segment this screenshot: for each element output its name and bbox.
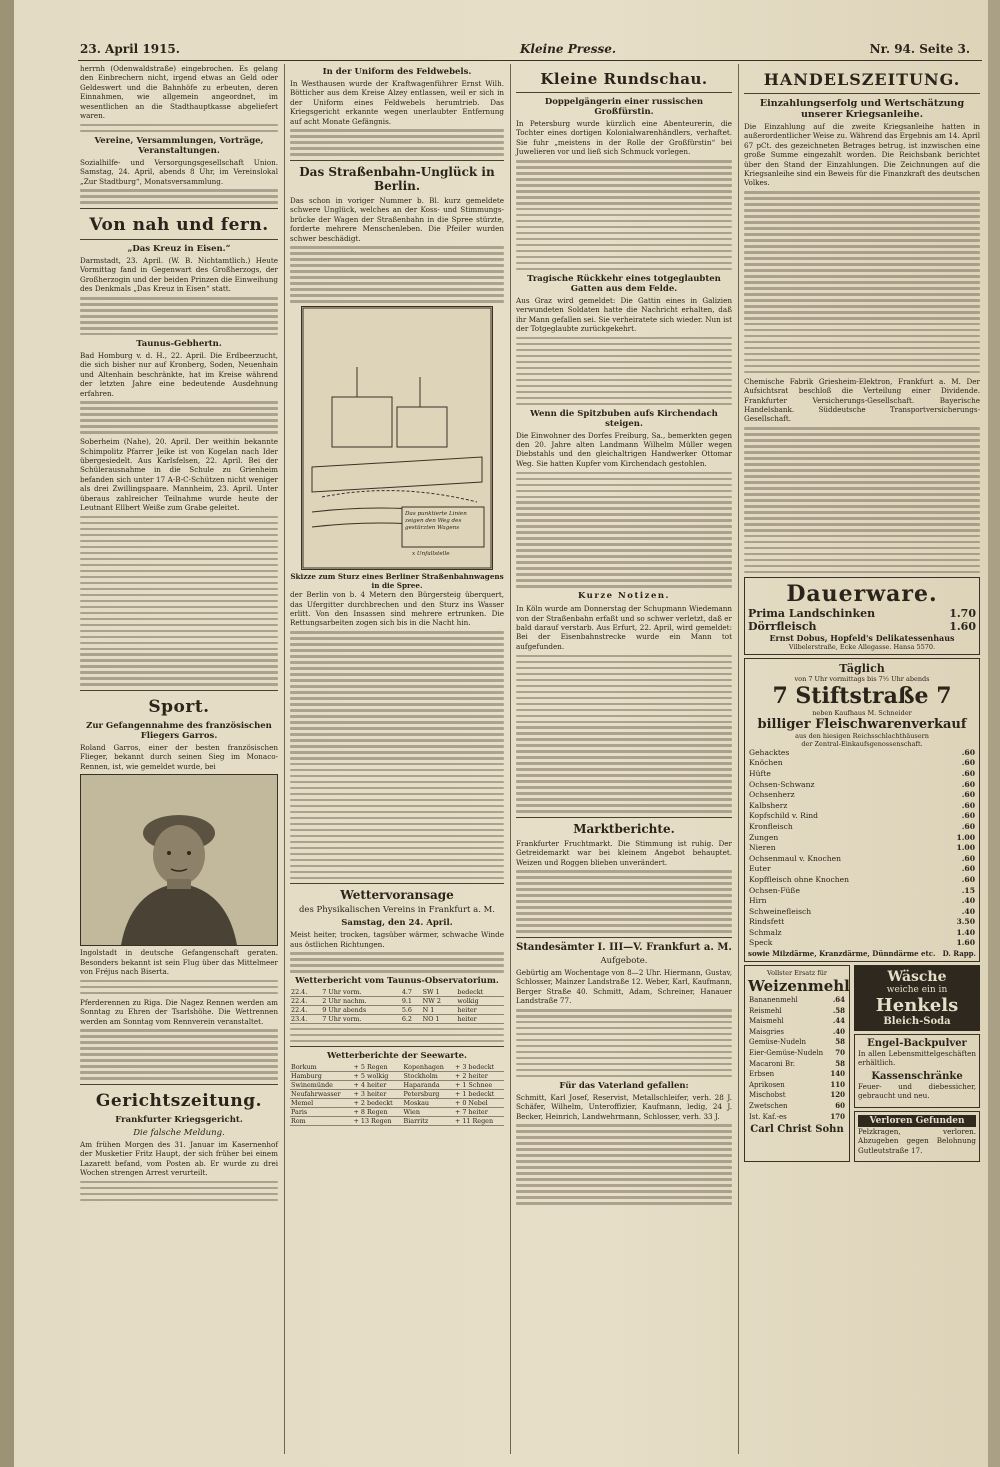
meat-price-row-cell: .60 <box>961 864 975 874</box>
taunus-text: Bad Homburg v. d. H., 22. April. Die Erdbeerzucht, die sich bisher nur auf Kronberg, Soden, Neuenhain und Altenhain beschränkte, hat im Kreise während der letzten Jahre eine bedeutende Ausdehnung erfahren. <box>80 350 278 398</box>
meat-price-row-cell: 1.60 <box>956 938 975 948</box>
text-lines <box>80 189 278 204</box>
seewarte-row-cell: + 7 heiter <box>454 1108 504 1117</box>
meat-price-row-cell: Euter <box>749 864 771 874</box>
flour-price-row-cell: Mischobst <box>749 1091 786 1100</box>
ad-verloren-text: Pelzkragen, verloren. Abzugeben gegen Belohnung Gutleutstraße 17. <box>858 1126 976 1155</box>
meat-price-row-cell: Ochsen-Schwanz <box>749 779 815 789</box>
taunus-weather-row-cell: NW 2 <box>422 997 457 1006</box>
taunus-heading: Taunus-Gebhertn. <box>136 338 222 349</box>
text-lines <box>290 631 504 879</box>
article-intro: herrnh (Odenwaldstraße) eingebrochen. Es gelang den Einbrechern nicht, irgend etwas an Geld oder Geldeswert und die Bahnhöfe zu erbeuten, deren Einnahmen, wie allgemein angeordnet, im wesentlichen an die Stadthauptkasse abgeliefert waren. <box>80 64 278 121</box>
meat-price-row <box>748 790 976 801</box>
meat-price-row <box>748 843 976 854</box>
bottom-ads-row <box>744 965 980 1162</box>
standesaemter-sub: Aufgebote. <box>600 955 648 966</box>
right-ads-stack <box>854 965 980 1162</box>
flour-price-row-cell: 140 <box>830 1069 845 1079</box>
divider <box>516 92 732 93</box>
flour-price-row <box>748 1112 846 1123</box>
taunus-weather-heading: Wetterbericht vom Taunus-Observatorium. <box>295 976 499 987</box>
weather-forecast-heading: Wettervoransage <box>340 888 454 903</box>
ad-henkels-top: Wäsche <box>887 969 947 986</box>
flour-price-row-cell: 110 <box>830 1079 845 1089</box>
meat-price-row-cell: .60 <box>961 811 975 821</box>
advertisement-weizenmehl <box>744 965 850 1162</box>
portrait-illustration <box>81 775 277 945</box>
seewarte-row-cell: + 3 bedeckt <box>454 1063 504 1072</box>
taunus-weather-row <box>290 997 504 1006</box>
text-lines <box>80 1029 278 1079</box>
text-lines <box>516 1009 732 1077</box>
seewarte-row-cell: Biarritz <box>403 1117 454 1126</box>
seewarte-row-cell: Wien <box>403 1108 454 1117</box>
ad-verloren-title: Verloren Gefunden <box>858 1115 976 1127</box>
meat-price-row-cell: Zungen <box>749 832 779 842</box>
gefallen-heading: Für das Vaterland gefallen: <box>559 1080 689 1091</box>
meat-price-row-cell: Speck <box>749 938 773 948</box>
pferderennen-text: Pferderennen zu Riga. Die Nagez Rennen werden am Sonntag zu Ehren der Tsarlshöhe. Die Wettrennen werden am Sonntag vom Rennverein veranstaltet. <box>80 997 278 1026</box>
ad-kassen-text: Feuer- und diebessicher, gebraucht und neu. <box>858 1081 976 1101</box>
ad-mehl-price-table <box>748 995 846 1122</box>
seewarte-row-cell: Borkum <box>290 1063 353 1072</box>
section-heading-von-nah-und-fern: Von nah und fern. <box>89 214 269 235</box>
seewarte-row-cell: Kopenhagen <box>403 1063 454 1072</box>
meat-price-row-cell: .15 <box>961 885 975 895</box>
seewarte-row-cell: Rom <box>290 1117 353 1126</box>
seewarte-row-cell: Paris <box>290 1108 353 1117</box>
column-separator <box>510 64 511 1454</box>
rundschau-heading-1: Doppelgängerin einer russischen Großfürstin. <box>544 97 704 117</box>
gefallen-text: Schmitt, Karl Josef, Reservist, Metallschleifer, verh. 28 J. Schäfer, Wilhelm, Unteroffizier, Kaufmann, ledig, 24 J. Becker, Heinrich, Landwehrmann, Schlosser, verh. 33 J. <box>516 1092 732 1121</box>
meat-price-row-cell: .60 <box>961 790 975 800</box>
seewarte-row-cell: + 2 heiter <box>454 1072 504 1081</box>
seewarte-row-cell: + 11 Regen <box>454 1117 504 1126</box>
text-lines <box>516 337 732 405</box>
masthead-issue-number: Nr. 94. Seite 3. <box>869 42 970 56</box>
uniform-heading: In der Uniform des Feldwebels. <box>322 67 472 77</box>
meat-price-row-cell: .60 <box>961 853 975 863</box>
garros-portrait-photo <box>80 774 278 946</box>
flour-price-row-cell: .58 <box>832 1005 845 1015</box>
flour-price-row-cell: Aprikosen <box>749 1080 785 1089</box>
vereine-heading: Vereine, Versammlungen, Vorträge, Veranstaltungen. <box>94 135 264 156</box>
column-separator <box>284 64 285 1454</box>
column-1 <box>80 64 278 1205</box>
divider <box>80 1084 278 1085</box>
tram-accident-more-text: der Berlin von b. 4 Metern den Bürgersteig überquert, das Ufergitter durchbrechen und den Sturz ins Wasser erlitt. Von den Insassen sind mehrere ertrunken. Die Rettungsarbeiten zogen sich bis in die Nacht hin. <box>290 590 504 628</box>
ad-dauerware-firm: Ernst Dobus, Hopfeld's Delikatessenhaus <box>769 632 955 643</box>
meat-price-row <box>748 748 976 759</box>
seewarte-row-cell: + 4 heiter <box>353 1081 403 1090</box>
taunus-weather-row-cell: 22.4. <box>290 1006 321 1015</box>
garros-after-text: Ingolstadt in deutsche Gefangenschaft geraten. Besonders bekannt ist sein Flug über das Mittelmeer von Fréjus nach Biserta. <box>80 948 278 977</box>
meat-price-row-cell: Ochsen-Füße <box>749 885 800 895</box>
seewarte-row-cell: + 1 Schnee <box>454 1081 504 1090</box>
meat-price-row-cell: Hirn <box>749 896 767 906</box>
meat-price-row-cell: Gehacktes <box>749 747 790 757</box>
meat-price-row-cell: Kopffleisch ohne Knochen <box>749 874 850 884</box>
handelszeitung-text: Die Einzahlung auf die zweite Kriegsanleihe hatten in außerordentlicher Weise zu. Während das Ergebnis am 14. April 67 pCt. des gezeichneten Betrages betrug, ist inzwischen eine große Summe eingezahlt worden. Die Reichsbank berichtet über den Stand der Einzahlungen. Die Zeichnungen auf die Kriegsanleihe sind ein Beweis für die Finanzkraft des deutschen Volkes. <box>744 122 980 188</box>
flour-price-row-cell: 170 <box>830 1111 845 1121</box>
seewarte-row-cell: + 5 wolkig <box>353 1072 403 1081</box>
taunus-weather-row-cell: 23.4. <box>290 1015 321 1024</box>
meat-price-row-cell: Kalbsherz <box>749 800 788 810</box>
meat-price-row-cell: Kopfschild v. Rind <box>749 811 818 821</box>
taunus-weather-row-cell: 7 Uhr vorm. <box>321 1015 401 1024</box>
rundschau-heading-3: Wenn die Spitzbuben aufs Kirchendach steigen. <box>530 408 718 429</box>
ad-mehl-firm: Carl Christ Sohn <box>750 1124 844 1136</box>
divider <box>744 93 980 94</box>
text-lines <box>80 980 278 995</box>
ad-dauerware-price-1: 1.70 <box>949 606 976 620</box>
seewarte-row <box>290 1108 504 1117</box>
masthead-paper-name: Kleine Presse. <box>520 42 617 56</box>
weather-forecast-sub: des Physikalischen Vereins in Frankfurt a. M. <box>298 905 496 916</box>
meat-price-row-cell: Ochsenmaul v. Knochen <box>749 853 841 863</box>
garros-text: Roland Garros, einer der besten französischen Flieger, bekannt durch seinen Sieg im Monaco-Rennen, ist, wie gemeldet wurde, bei <box>80 743 278 771</box>
flour-price-row <box>748 1006 846 1017</box>
taunus-weather-row-cell: 9.1 <box>401 997 422 1006</box>
meat-price-row <box>748 938 976 949</box>
marktberichte-text: Frankfurter Fruchtmarkt. Die Stimmung ist ruhig. Der Getreidemarkt war bei kleinem Angebot behauptet. Weizen und Roggen blieben unverändert. <box>516 838 732 867</box>
sketch-sign: x Unfallstelle <box>412 551 450 558</box>
kurze-notizen-text: In Köln wurde am Donnerstag der Schupmann Wiedemann von der Straßenbahn erfaßt und so schwer verletzt, daß er bald darauf verstarb. Aus Erfurt, 22. April, wird gemeldet: Bei der Eisenbahnstrecke wurde ein Mann tot aufgefunden. <box>516 604 732 651</box>
seewarte-row-cell: Petersburg <box>403 1090 454 1099</box>
text-lines <box>80 124 278 133</box>
flour-price-row <box>748 1080 846 1091</box>
ad-fleisch-hours: von 7 Uhr vormittags bis 7½ Uhr abends <box>794 674 930 683</box>
sketch-caption: Skizze zum Sturz eines Berliner Straßenbahnwagens in die Spree. <box>290 572 504 591</box>
flour-price-row-cell: .64 <box>832 995 845 1005</box>
divider <box>516 937 732 938</box>
text-lines <box>80 297 278 336</box>
column-3 <box>516 64 732 1208</box>
flour-price-row-cell: Erbsen <box>749 1070 775 1079</box>
meat-price-row <box>748 886 976 897</box>
meat-price-row-cell: 1.40 <box>956 927 975 937</box>
seewarte-row-cell: Moskau <box>403 1099 454 1108</box>
flour-price-row-cell: .40 <box>832 1026 845 1036</box>
ad-backpulver-title: Engel-Backpulver <box>867 1038 967 1050</box>
flour-price-row-cell: Eier-Gemüse-Nudeln <box>749 1049 824 1058</box>
meat-price-row-cell: Kronfleisch <box>749 821 793 831</box>
tram-accident-sketch <box>301 306 493 570</box>
text-lines <box>516 655 732 813</box>
flour-price-row-cell: 58 <box>835 1058 845 1068</box>
meat-price-row-cell: 1.00 <box>956 843 975 853</box>
vereine-text: Sozialhilfe- und Versorgungsgesellschaft Union. Samstag, 24. April, abends 8 Uhr, im Vereinslokal „Zur Stadtburg“, Monatsversammlung. <box>80 157 278 186</box>
seewarte-row-cell: Neufahrwasser <box>290 1090 353 1099</box>
ad-dauerware-item-1: Prima Landschinken <box>748 606 876 620</box>
kreuz-heading: „Das Kreuz in Eisen.“ <box>127 243 231 254</box>
ad-henkels-tag: Bleich-Soda <box>883 1016 951 1028</box>
section-heading-sport: Sport. <box>148 697 210 717</box>
advertisement-backpulver <box>854 1034 980 1108</box>
ad-mehl-top: Vollster Ersatz für <box>766 969 827 978</box>
text-lines <box>80 401 278 434</box>
column-4 <box>744 64 980 1162</box>
meat-price-row-cell: .60 <box>961 768 975 778</box>
taunus-weather-row <box>290 1006 504 1015</box>
meat-price-row-cell: .60 <box>961 800 975 810</box>
meat-price-row-cell: Hüfte <box>749 768 771 778</box>
text-lines <box>516 870 732 932</box>
flour-price-row-cell: Reismehl <box>749 1006 782 1015</box>
standesaemter-heading: Standesämter I. III—V. Frankfurt a. M. <box>516 941 732 953</box>
taunus-weather-row-cell: heiter <box>456 1006 504 1015</box>
page-gutter-left <box>0 0 14 1467</box>
advertisement-dauerware <box>744 577 980 655</box>
meat-price-row-cell: Nieren <box>749 843 776 853</box>
meat-price-row-cell: Knöchen <box>749 758 783 768</box>
rundschau-text-1: In Petersburg wurde kürzlich eine Abenteurerin, die Tochter eines dortigen Kolonialwarenhändlers, verhaftet. Sie fuhr „meistens in der Rolle der Großfürstin“ bei Juwelieren vor und ließ sich Schmuck vorlegen. <box>516 119 732 157</box>
flour-price-row <box>748 1048 846 1059</box>
seewarte-row-cell: Memel <box>290 1099 353 1108</box>
meat-price-row <box>748 896 976 907</box>
handelszeitung-subheading: Einzahlungserfolg und Wertschätzung unserer Kriegsanleihe. <box>759 98 965 120</box>
flour-price-row <box>748 995 846 1006</box>
seewarte-row-cell: + 8 Regen <box>353 1108 403 1117</box>
flour-price-row <box>748 1090 846 1101</box>
standesaemter-text: Gebürtig am Wochentage von 8—2 Uhr. Hiermann, Gustav, Schlosser, Mainzer Landstraße 12. Weber, Karl, Kaufmann, Berger Straße 40. Schmitt, Adam, Schreiner, Hanauer Landstraße 77. <box>516 967 732 1006</box>
ad-fleisch-sign: D. Rapp. <box>942 949 976 959</box>
text-lines <box>80 516 278 686</box>
column-2 <box>290 64 504 1126</box>
taunus-weather-row-cell: NO 1 <box>422 1015 457 1024</box>
ad-fleisch-footer-row <box>748 949 976 958</box>
local-news-text: Soberheim (Nahe), 20. April. Der weithin bekannte Schimpolitz Pfarrer Jeike ist von Kogelan nach Ider übergesiedelt. Aus Karlsfelsen, 22. April. Bei der Schülerausnahme in die Schule zu Grienheim befanden sich unter 17 A-B-C-Schützen nicht weniger als drei Zwillingspaare. Mannheim, 23. April. Unter überaus zahlreicher Teilnahme wurde heute der Leutnant Ellbert Weiße zum Grabe geleitet. <box>80 437 278 513</box>
flour-price-row-cell: Ist. Kaf.-es <box>749 1112 787 1121</box>
meat-price-row <box>748 769 976 780</box>
weather-forecast-text: Meist heiter, trocken, tagsüber wärmer, schwache Winde aus östlichen Richtungen. <box>290 930 504 949</box>
gericht-subheading: Frankfurter Kriegsgericht. <box>115 1114 243 1125</box>
firms-text: Chemische Fabrik Griesheim-Elektron, Frankfurt a. M. Der Aufsichtsrat beschloß die Verteilung einer Dividende. Frankfurter Versicherungs-Gesellschaft. Bayerische Handelsbank. Süddeutsche Transportversicherungs-Gesellschaft. <box>744 376 980 424</box>
taunus-weather-row <box>290 1015 504 1024</box>
ad-henkels-brand: Henkels <box>875 995 959 1017</box>
meat-price-row <box>748 864 976 875</box>
kurze-notizen-heading: Kurze Notizen. <box>577 591 671 602</box>
meat-price-row <box>748 758 976 769</box>
divider <box>80 690 278 691</box>
meat-price-row-cell: .40 <box>961 906 975 916</box>
meat-price-row <box>748 801 976 812</box>
meat-price-row <box>748 780 976 791</box>
meat-price-row-cell: .60 <box>961 779 975 789</box>
advertisement-henkels <box>854 965 980 1031</box>
flour-price-row <box>748 1101 846 1112</box>
flour-price-row-cell: 120 <box>830 1090 845 1100</box>
seewarte-row-cell: Swinemünde <box>290 1081 353 1090</box>
weather-forecast-date: Samstag, den 24. April. <box>341 918 453 929</box>
seewarte-heading: Wetterberichte der Seewarte. <box>326 1051 468 1062</box>
flour-price-row-cell: 58 <box>835 1037 845 1047</box>
meat-price-row <box>748 822 976 833</box>
flour-price-row-cell: Gemüse-Nudeln <box>749 1038 806 1047</box>
flour-price-row-cell: Macaroni Br. <box>749 1059 795 1068</box>
seewarte-row-cell: + 13 Regen <box>353 1117 403 1126</box>
meat-price-row <box>748 854 976 865</box>
ad-fleisch-note: der Zentral-Einkaufsgenossenschaft. <box>801 739 923 748</box>
flour-price-row <box>748 1016 846 1027</box>
text-lines <box>290 1028 504 1043</box>
meat-price-row-cell: .40 <box>961 896 975 906</box>
flour-price-row-cell: 60 <box>835 1101 845 1110</box>
ad-backpulver-text: In allen Lebensmittelgeschäften erhältlich. <box>858 1049 976 1068</box>
meat-price-row <box>748 833 976 844</box>
meat-price-row <box>748 917 976 928</box>
seewarte-row <box>290 1090 504 1099</box>
ad-mehl-title: Weizenmehl <box>748 977 850 996</box>
divider <box>80 208 278 209</box>
meat-price-row-cell: .60 <box>961 821 975 831</box>
tram-accident-heading: Das Straßenbahn-Unglück in Berlin. <box>299 164 495 193</box>
seewarte-table <box>290 1063 504 1126</box>
ad-kassen-title: Kassenschränke <box>871 1070 963 1082</box>
ad-fleisch-top: Täglich <box>839 661 885 675</box>
flour-price-row <box>748 1059 846 1070</box>
seewarte-row-cell: Haparanda <box>403 1081 454 1090</box>
flour-price-row-cell: 70 <box>835 1048 845 1058</box>
meat-price-row-cell: .60 <box>961 758 975 768</box>
divider <box>290 160 504 161</box>
meat-price-row-cell: .60 <box>961 874 975 884</box>
kreuz-text: Darmstadt, 23. April. (W. B. Nichtamtlich.) Heute Vormittag fand in Gegenwart des Großherzogs, der Großherzogin und der beiden Prinzen die Einweihung des Denkmals „Das Kreuz in Eisen“ statt. <box>80 255 278 294</box>
uniform-text: In Westhausen wurde der Kraftwagenführer Ernst Wilh. Bötticher aus dem Kreise Alzey entlassen, weil er sich in der Uniform eines Feldwebels herumtrieb. Das Kriegsgericht erkannte wegen unerlaubter Entfernung auf acht Monate Gefängnis. <box>290 79 504 126</box>
taunus-weather-row-cell: 22.4. <box>290 988 321 997</box>
text-lines <box>290 129 504 156</box>
divider <box>80 239 278 240</box>
taunus-weather-row <box>290 988 504 997</box>
meat-price-row-cell: 1.00 <box>956 832 975 842</box>
masthead-date: 23. April 1915. <box>80 42 180 56</box>
meat-price-row-cell: Schmalz <box>749 927 782 937</box>
taunus-weather-row-cell: 7 Uhr vorm. <box>321 988 401 997</box>
taunus-weather-row-cell: bedeckt <box>456 988 504 997</box>
garros-heading: Zur Gefangennahme des französischen Fliegers Garros. <box>86 721 272 741</box>
gericht-subheading-2: Die falsche Meldung. <box>133 1127 225 1138</box>
rundschau-text-2: Aus Graz wird gemeldet: Die Gattin eines in Galizien verwundeten Soldaten hatte die Nachricht erhalten, daß ihr Mann gefallen sei. Sie verheiratete sich wieder. Nun ist der Totgeglaubte zurückgekehrt. <box>516 295 732 333</box>
meat-price-row <box>748 907 976 918</box>
divider <box>290 1046 504 1047</box>
taunus-weather-row-cell: 22.4. <box>290 997 321 1006</box>
seewarte-row-cell: Stockholm <box>403 1072 454 1081</box>
taunus-weather-row-cell: heiter <box>456 1015 504 1024</box>
text-lines <box>744 427 980 573</box>
section-heading-kleine-rundschau: Kleine Rundschau. <box>540 70 708 88</box>
meat-price-row-cell: .60 <box>961 747 975 757</box>
meat-price-row <box>748 928 976 939</box>
meat-price-row-cell: Ochsenherz <box>749 790 795 800</box>
seewarte-row-cell: + 2 bedeckt <box>353 1099 403 1108</box>
advertisement-verloren <box>854 1111 980 1162</box>
seewarte-row <box>290 1081 504 1090</box>
advertisement-fleischwaren <box>744 658 980 962</box>
text-lines <box>516 160 732 270</box>
text-lines <box>290 952 504 973</box>
flour-price-row-cell: Maismehl <box>749 1017 784 1026</box>
taunus-weather-row-cell: 4.7 <box>401 988 422 997</box>
ad-fleisch-price-table <box>748 748 976 949</box>
ad-dauerware-address: Vilbelerstraße, Ecke Allegasse. Hansa 5570. <box>788 642 936 651</box>
taunus-weather-row-cell: 2 Uhr nachm. <box>321 997 401 1006</box>
text-lines <box>80 1181 278 1202</box>
flour-price-row <box>748 1037 846 1048</box>
seewarte-row-cell: + 3 heiter <box>353 1090 403 1099</box>
text-lines <box>290 246 504 302</box>
taunus-weather-row-cell: 6.2 <box>401 1015 422 1024</box>
seewarte-row <box>290 1063 504 1072</box>
rundschau-heading-2: Tragische Rückkehr eines totgeglaubten Gatten aus dem Felde. <box>527 273 721 294</box>
ad-fleisch-from: aus den hiesigen Reichsschlachthäusern <box>795 731 929 740</box>
taunus-weather-row-cell: wolkig <box>456 997 504 1006</box>
text-lines <box>516 472 732 588</box>
divider <box>290 883 504 884</box>
seewarte-row-cell: + 0 Nebel <box>454 1099 504 1108</box>
masthead <box>80 42 980 60</box>
divider <box>516 817 732 818</box>
meat-price-row-cell: Schweinefleisch <box>749 906 812 916</box>
taunus-weather-row-cell: SW 1 <box>422 988 457 997</box>
meat-price-row <box>748 811 976 822</box>
seewarte-row-cell: + 5 Regen <box>353 1063 403 1072</box>
text-lines <box>516 1124 732 1204</box>
ad-henkels-mid: weiche ein in <box>886 985 948 996</box>
ad-dauerware-title: Dauerware. <box>786 580 938 607</box>
meat-price-row-cell: Rindsfett <box>749 917 785 927</box>
gericht-text: Am frühen Morgen des 31. Januar im Kasernenhof der Musketier Fritz Haupt, der sich früher bei einem Lazarett befand, vom Posten ab. Er wurde zu drei Wochen strengen Arrest verurteilt. <box>80 1139 278 1178</box>
seewarte-row <box>290 1072 504 1081</box>
seewarte-row <box>290 1117 504 1126</box>
meat-price-row-cell: 3.50 <box>956 917 975 927</box>
ad-dauerware-row-2 <box>748 620 976 633</box>
taunus-weather-row-cell: 5.6 <box>401 1006 422 1015</box>
ad-dauerware-item-2: Dörrfleisch <box>748 619 817 633</box>
taunus-weather-row-cell: N 1 <box>422 1006 457 1015</box>
tram-accident-text: Das schon in voriger Nummer b. Bl. kurz gemeldete schwere Unglück, welches an der Koss- und Stimmungs-brücke der Wagen der Straßenbahn in die Spree stürzte, forderte mehrere Menschenleben. Die Pfeiler wurden schwer beschädigt. <box>290 195 504 243</box>
ad-fleisch-near: neben Kaufhaus M. Schneider <box>812 708 912 717</box>
section-heading-handelszeitung: HANDELSZEITUNG. <box>763 70 961 89</box>
flour-price-row <box>748 1069 846 1080</box>
section-heading-gerichtszeitung: Gerichtszeitung. <box>95 1090 263 1111</box>
seewarte-row-cell: Hamburg <box>290 1072 353 1081</box>
ad-dauerware-price-2: 1.60 <box>949 619 976 633</box>
ad-dauerware-row-1 <box>748 607 976 620</box>
ad-fleisch-footer: sowie Milzdärme, Kranzdärme, Dünndärme etc. <box>748 949 936 959</box>
meat-price-row <box>748 875 976 886</box>
flour-price-row-cell: Zwetschen <box>749 1102 788 1110</box>
taunus-weather-row-cell: 9 Uhr abends <box>321 1006 401 1015</box>
flour-price-row-cell: Maisgries <box>749 1027 784 1036</box>
ad-fleisch-title: billiger Fleischwarenverkauf <box>757 716 967 732</box>
seewarte-row <box>290 1099 504 1108</box>
taunus-weather-table <box>290 988 504 1024</box>
flour-price-row-cell: Bananenmehl <box>749 996 798 1005</box>
column-separator <box>738 64 739 1454</box>
marktberichte-heading: Marktberichte. <box>573 821 675 836</box>
sketch-note: Das punktierte Linien zeigen den Weg des gestürzten Wagens <box>405 511 467 532</box>
masthead-rule <box>78 60 982 61</box>
flour-price-row-cell: .44 <box>832 1016 845 1026</box>
text-lines <box>744 191 980 373</box>
flour-price-row <box>748 1027 846 1038</box>
seewarte-row-cell: + 1 bedeckt <box>454 1090 504 1099</box>
ad-fleisch-address: 7 Stiftstraße 7 <box>772 682 952 709</box>
rundschau-text-3: Die Einwohner des Dorfes Freiburg, Sa., bemerkten gegen den 20. Jahre alten Landmann Wilhelm Müller wegen Diebstahls und den gleichaltrigen Handwerker Ottomar Weg. Sie hatten Kupfer vom Kirchendach gestohlen. <box>516 430 732 468</box>
page-gutter-right <box>988 0 1000 1467</box>
